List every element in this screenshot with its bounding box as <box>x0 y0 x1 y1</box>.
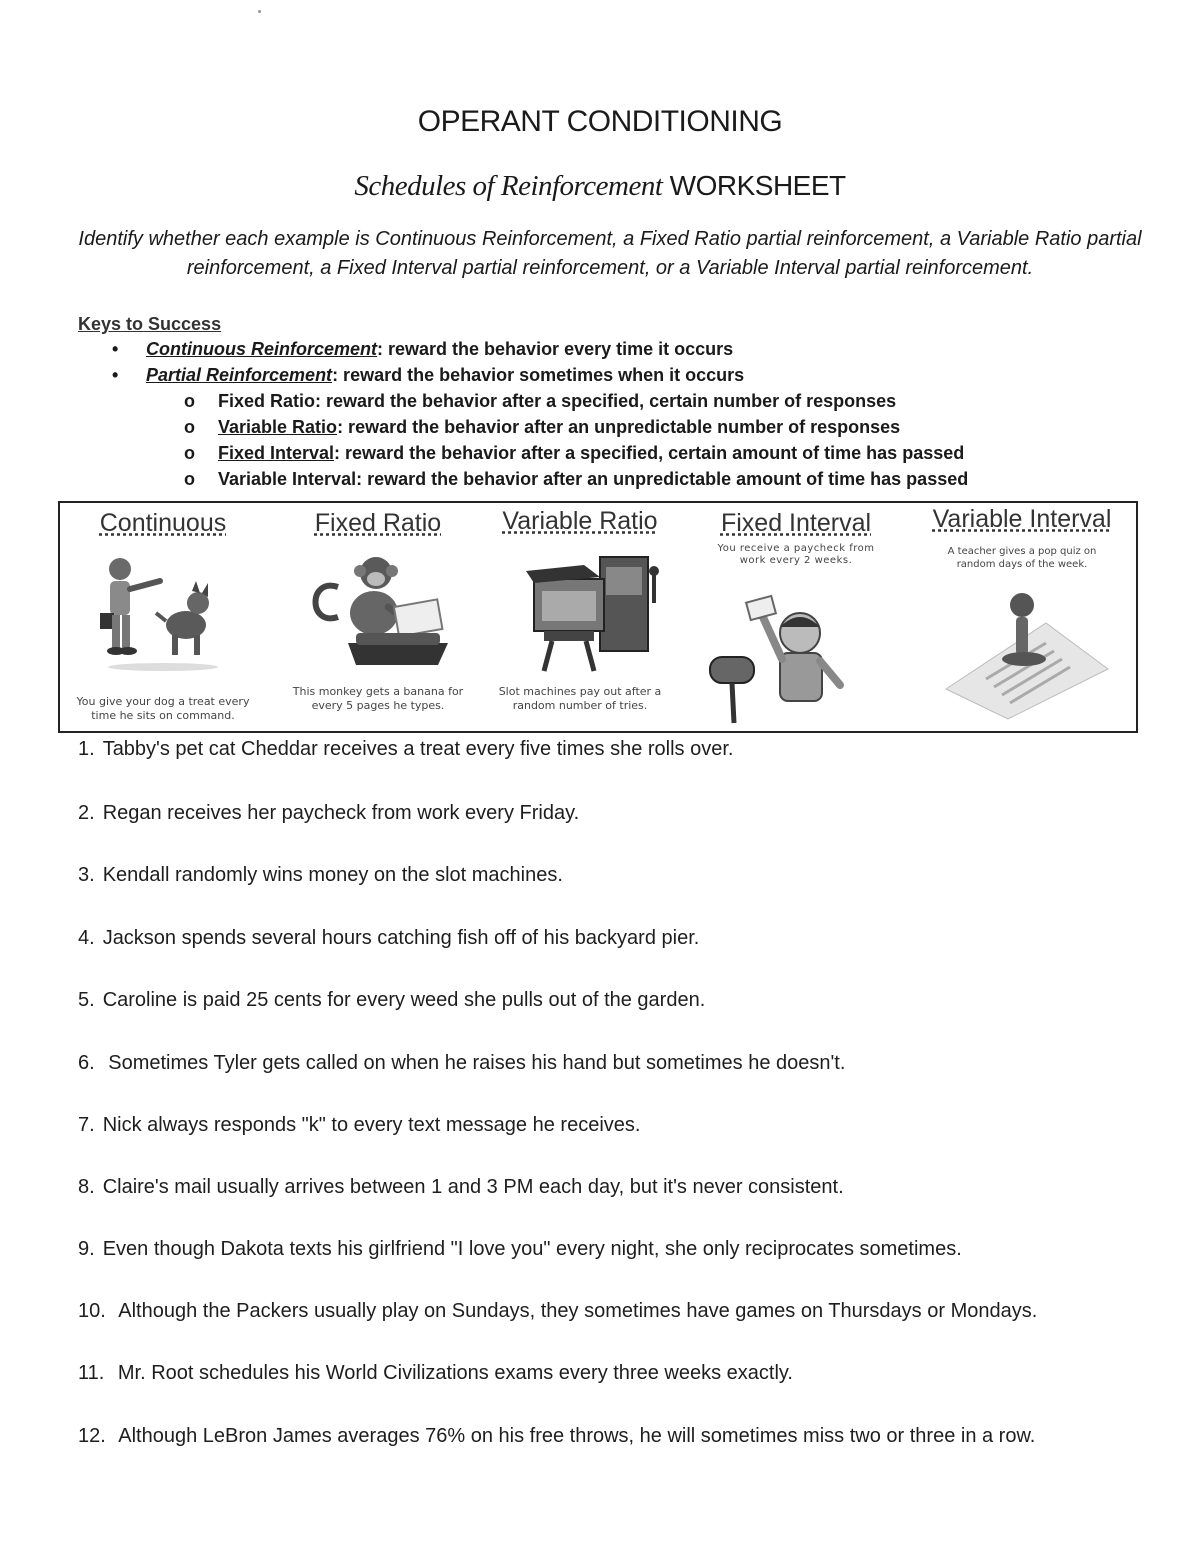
question-number: 10. <box>78 1300 106 1322</box>
question-number: 12. <box>78 1425 106 1447</box>
question-number: 1. <box>78 738 95 760</box>
question-text: Claire's mail usually arrives between 1 and 3 PM each day, but it's never consistent. <box>102 1176 844 1198</box>
schedules-panel <box>58 501 1138 733</box>
question-item <box>78 1052 845 1075</box>
question-item <box>78 802 579 825</box>
page-subtitle <box>0 170 1200 203</box>
panel-caption: You receive a paycheck from work every 2 weeks. <box>717 543 875 566</box>
key-term: Fixed Ratio <box>218 391 316 411</box>
panel-title: Fixed Ratio <box>314 509 442 537</box>
scan-speck <box>258 10 261 13</box>
question-number: 6. <box>78 1052 95 1074</box>
question-text: Even though Dakota texts his girlfriend "I love you" every night, she only reciprocates sometimes. <box>102 1238 962 1260</box>
key-fixed-interval <box>184 443 964 469</box>
instructions: Identify whether each example is Continuous Reinforcement, a Fixed Ratio partial reinforcement, a Variable Ratio partial reinforcement, a Fixed Interval partial reinforcement, or a Variable Interval partial reinforcement. <box>78 228 1142 279</box>
panel-col-continuous <box>60 503 266 731</box>
question-item <box>78 864 563 887</box>
panel-caption: You give your dog a treat every time he sits on command. <box>76 695 250 722</box>
question-item <box>78 989 705 1012</box>
pop-quiz-icon <box>936 585 1116 725</box>
question-number: 7. <box>78 1114 95 1136</box>
boy-with-dog-icon <box>88 551 238 681</box>
key-definition: : reward the behavior after an unpredictable number of responses <box>337 417 901 437</box>
panel-title: Fixed Interval <box>720 509 872 537</box>
key-continuous <box>112 339 733 365</box>
panel-caption: Slot machines pay out after a random number of tries. <box>498 685 662 712</box>
panel-caption: This monkey gets a banana for every 5 pages he types. <box>292 685 464 712</box>
question-text: Sometimes Tyler gets called on when he raises his hand but sometimes he doesn't. <box>102 1052 846 1074</box>
panel-col-variable-interval <box>908 503 1136 731</box>
question-text: Tabby's pet cat Cheddar receives a treat every five times she rolls over. <box>102 738 734 760</box>
key-partial <box>112 365 744 391</box>
key-definition: : reward the behavior after a specified, certain number of responses <box>315 391 897 411</box>
key-term: Variable Interval <box>218 469 357 489</box>
key-term: Variable Ratio <box>218 417 338 437</box>
key-definition: : reward the behavior sometimes when it occurs <box>332 365 745 385</box>
monkey-typewriter-icon <box>298 547 458 679</box>
question-item <box>78 738 733 761</box>
key-definition: : reward the behavior after an unpredictable amount of time has passed <box>356 469 969 489</box>
question-text: Mr. Root schedules his World Civilizations exams every three weeks exactly. <box>112 1362 793 1384</box>
question-text: Jackson spends several hours catching fish off of his backyard pier. <box>102 927 700 949</box>
panel-title: Variable Ratio <box>502 507 658 535</box>
circle-bullet-icon: o <box>184 469 195 489</box>
key-term: Fixed Interval <box>218 443 335 463</box>
circle-bullet-icon: o <box>184 417 195 437</box>
man-with-mailbox-icon <box>704 589 884 729</box>
key-variable-interval <box>184 469 968 495</box>
circle-bullet-icon: o <box>184 391 195 411</box>
question-text: Regan receives her paycheck from work every Friday. <box>102 802 580 824</box>
keys-heading: Keys to Success <box>78 314 222 334</box>
key-term: Continuous Reinforcement <box>146 339 378 359</box>
question-number: 4. <box>78 927 95 949</box>
question-number: 5. <box>78 989 95 1011</box>
key-variable-ratio <box>184 417 900 443</box>
bullet-icon: • <box>112 339 119 359</box>
question-number: 3. <box>78 864 95 886</box>
panel-col-fixed-ratio <box>280 503 476 731</box>
question-item <box>78 1300 1037 1323</box>
subtitle-italic: Schedules of Reinforcement <box>354 170 663 202</box>
panel-title: Continuous <box>99 509 227 537</box>
slot-machine-icon <box>504 543 664 679</box>
question-number: 2. <box>78 802 95 824</box>
question-text: Although the Packers usually play on Sundays, they sometimes have games on Thursdays or Mondays. <box>113 1300 1038 1322</box>
question-text: Nick always responds "k" to every text message he receives. <box>102 1114 641 1136</box>
question-item <box>78 1425 1035 1448</box>
page-title: OPERANT CONDITIONING <box>417 105 783 138</box>
circle-bullet-icon: o <box>184 443 195 463</box>
question-number: 8. <box>78 1176 95 1198</box>
question-item <box>78 1114 640 1137</box>
question-text: Kendall randomly wins money on the slot machines. <box>102 864 563 886</box>
bullet-icon: • <box>112 365 119 385</box>
question-number: 9. <box>78 1238 95 1260</box>
key-fixed-ratio <box>184 391 896 417</box>
key-definition: : reward the behavior every time it occurs <box>377 339 734 359</box>
panel-col-fixed-interval <box>696 503 896 731</box>
question-number: 11. <box>78 1362 105 1384</box>
question-item <box>78 1238 962 1261</box>
question-text: Although LeBron James averages 76% on his free throws, he will sometimes miss two or three in a row. <box>113 1425 1036 1447</box>
subtitle-plain: WORKSHEET <box>669 170 846 201</box>
question-item <box>78 1362 793 1385</box>
panel-caption: A teacher gives a pop quiz on random days of the week. <box>947 546 1097 570</box>
question-text: Caroline is paid 25 cents for every weed she pulls out of the garden. <box>102 989 706 1011</box>
question-item <box>78 1176 844 1199</box>
question-item <box>78 927 699 950</box>
key-definition: : reward the behavior after a specified, certain amount of time has passed <box>334 443 965 463</box>
panel-col-variable-ratio <box>482 503 678 731</box>
panel-title: Variable Interval <box>932 505 1112 533</box>
key-term: Partial Reinforcement <box>146 365 333 385</box>
